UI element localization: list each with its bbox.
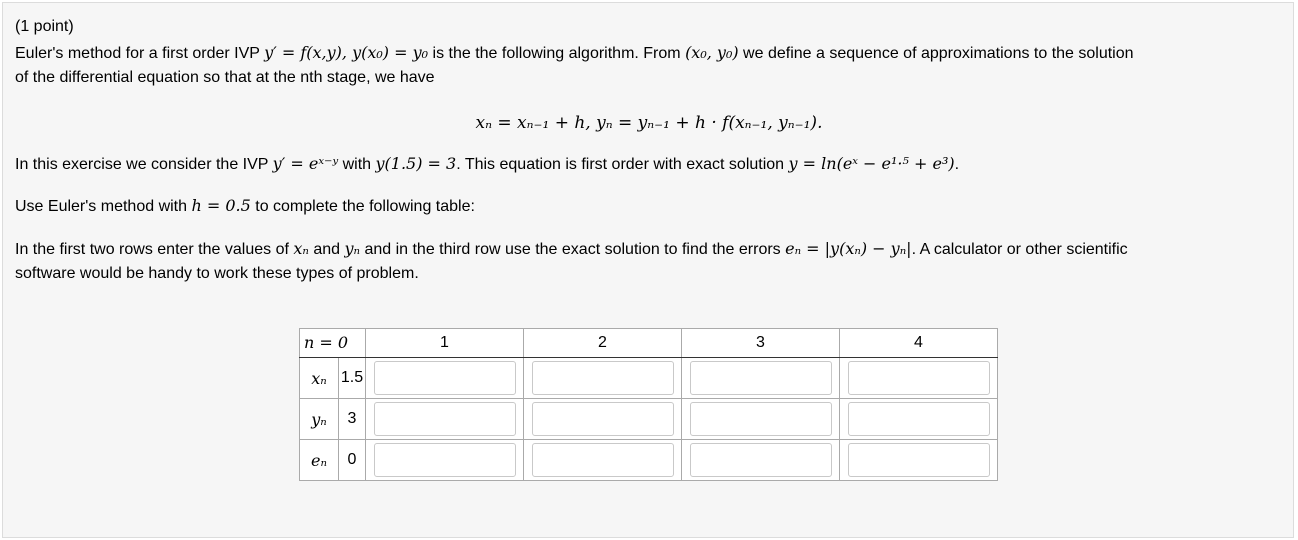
e4-input[interactable] <box>848 443 990 477</box>
y3-input[interactable] <box>690 402 832 436</box>
xn-math: xₙ <box>293 239 309 258</box>
table-row-e <box>300 440 998 481</box>
cell-y2 <box>524 399 682 440</box>
rows-instruction-line-1 <box>15 239 1128 260</box>
e1-input[interactable] <box>374 443 516 477</box>
rows-text-d: . A calculator or other scientific <box>911 241 1128 258</box>
exercise-line <box>15 154 959 175</box>
intro-line-2: of the differential equation so that at the nth stage, we have <box>15 69 435 86</box>
intro-text-c: we define a sequence of approximations to the solution <box>738 45 1134 62</box>
y0-value: 3 <box>339 399 366 440</box>
euler-formula: xₙ = xₙ₋₁ + h, yₙ = yₙ₋₁ + h · f(xₙ₋₁, yₙ₋₁). <box>475 113 823 133</box>
ivp-math: y′ = f(x,y), y(x₀) = y₀ <box>264 43 429 62</box>
exercise-text-d: . <box>954 156 960 173</box>
cell-x4 <box>840 358 998 399</box>
initial-condition-math: y(1.5) = 3 <box>375 154 457 173</box>
table-header-row <box>300 329 998 358</box>
header-n1: 1 <box>366 329 524 358</box>
y1-input[interactable] <box>374 402 516 436</box>
instruction-line <box>15 196 475 217</box>
exercise-text-b: with <box>338 156 376 173</box>
intro-line-1 <box>15 43 1134 64</box>
header-n2: 2 <box>524 329 682 358</box>
problem-box <box>2 2 1294 538</box>
rows-text-b: and <box>308 241 345 258</box>
cell-y4 <box>840 399 998 440</box>
e2-input[interactable] <box>532 443 674 477</box>
table-row-x <box>300 358 998 399</box>
instruction-text-b: to complete the following table: <box>250 198 475 215</box>
header-n0-label: n = 0 <box>304 333 349 352</box>
e0-value: 0 <box>339 440 366 481</box>
row-label-x: xₙ <box>300 358 339 399</box>
exact-solution-math: y = ln(eˣ − e¹·⁵ + e³) <box>788 154 955 173</box>
cell-x2 <box>524 358 682 399</box>
cell-e4 <box>840 440 998 481</box>
rows-text-a: In the first two rows enter the values of <box>15 241 294 258</box>
header-n4: 4 <box>840 329 998 358</box>
cell-x3 <box>682 358 840 399</box>
rows-instruction-line-2: software would be handy to work these types of problem. <box>15 265 419 282</box>
start-point-math: (x₀, y₀) <box>685 43 739 62</box>
error-formula-math: eₙ = |y(xₙ) − yₙ| <box>785 239 912 258</box>
x0-value: 1.5 <box>339 358 366 399</box>
yn-math: yₙ <box>344 239 360 258</box>
intro-text-b: is the the following algorithm. From <box>428 45 686 62</box>
step-size-math: h = 0.5 <box>191 196 251 215</box>
cell-e1 <box>366 440 524 481</box>
exercise-text-a: In this exercise we consider the IVP <box>15 156 273 173</box>
x4-input[interactable] <box>848 361 990 395</box>
row-label-y: yₙ <box>300 399 339 440</box>
intro-text-a: Euler's method for a first order IVP <box>15 45 265 62</box>
x1-input[interactable] <box>374 361 516 395</box>
cell-x1 <box>366 358 524 399</box>
e3-input[interactable] <box>690 443 832 477</box>
y4-input[interactable] <box>848 402 990 436</box>
header-n3: 3 <box>682 329 840 358</box>
exercise-text-c: . This equation is first order with exact solution <box>456 156 789 173</box>
x3-input[interactable] <box>690 361 832 395</box>
cell-y3 <box>682 399 840 440</box>
instruction-text-a: Use Euler's method with <box>15 198 192 215</box>
header-n0 <box>300 329 366 358</box>
cell-e2 <box>524 440 682 481</box>
cell-e3 <box>682 440 840 481</box>
y2-input[interactable] <box>532 402 674 436</box>
x2-input[interactable] <box>532 361 674 395</box>
row-label-e: eₙ <box>300 440 339 481</box>
rows-text-c: and in the third row use the exact solution to find the errors <box>360 241 786 258</box>
points-label: (1 point) <box>15 18 74 35</box>
ode-math: y′ = eˣ⁻ʸ <box>272 154 339 173</box>
table-row-y <box>300 399 998 440</box>
cell-y1 <box>366 399 524 440</box>
euler-table <box>299 328 998 481</box>
